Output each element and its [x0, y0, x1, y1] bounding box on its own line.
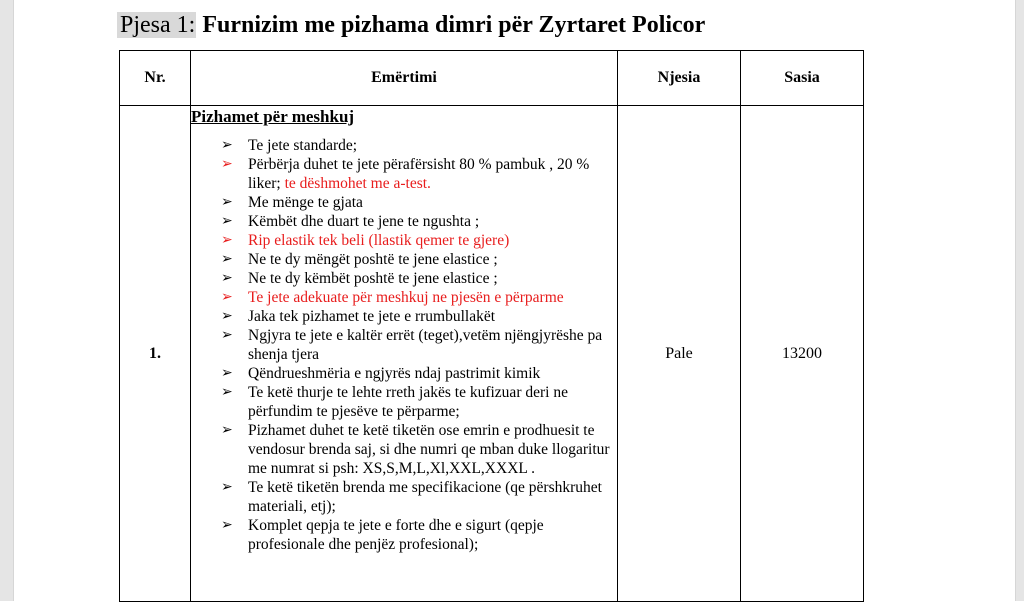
list-item-text: Qëndrueshmëria e ngjyrës ndaj pastrimit kimik — [248, 365, 541, 382]
list-item-text: Ne te dy këmbët poshtë te jene elastice ; — [248, 270, 498, 287]
table-row — [120, 106, 864, 602]
bullet-arrow-icon: ➢ — [221, 157, 233, 172]
list-item-text: Te jete standarde; — [248, 137, 358, 154]
list-item — [221, 250, 617, 269]
row-unit: Pale — [618, 106, 741, 602]
list-item-text: Pizhamet duhet te ketë tiketën ose emrin e prodhuesit te vendosur brenda saj, si dhe numri qe mban duke llogaritur me numrat si psh: XS,S,M,L,Xl,XXL,XXXL . — [248, 422, 610, 477]
bullet-arrow-icon: ➢ — [221, 366, 233, 381]
bullet-arrow-icon: ➢ — [221, 328, 233, 343]
header-quantity: Sasia — [741, 51, 864, 106]
bullet-arrow-icon: ➢ — [221, 480, 233, 495]
list-item-text: Me mënge te gjata — [248, 194, 363, 211]
bullet-arrow-icon: ➢ — [221, 271, 233, 286]
list-item-text: Jaka tek pizhamet te jete e rrumbullakët — [248, 308, 496, 325]
list-item — [221, 326, 617, 364]
list-item-text: Ne te dy mëngët poshtë te jene elastice ; — [248, 251, 498, 268]
header-name: Emërtimi — [191, 51, 618, 106]
list-item-text: Te jete adekuate për meshkuj ne pjesën e përparme — [248, 289, 564, 306]
list-item — [221, 421, 617, 478]
bullet-arrow-icon: ➢ — [221, 423, 233, 438]
list-item-note: te dëshmohet me a-test. — [280, 175, 431, 192]
list-item-text: Ngjyra te jete e kaltër errët (teget),vetëm njëngjyrëshe pa shenja tjera — [248, 327, 603, 363]
bullet-arrow-icon: ➢ — [221, 252, 233, 267]
specification-table — [119, 50, 864, 602]
list-item — [221, 269, 617, 288]
row-number: 1. — [120, 106, 191, 602]
list-item-text: Këmbët dhe duart te jene te ngushta ; — [248, 213, 480, 230]
list-item — [221, 155, 617, 193]
list-item-text: Përbërja duhet te jete përafërsisht 80 % pambuk , 20 % liker; — [248, 156, 590, 192]
row-description — [191, 106, 618, 602]
bullet-arrow-icon: ➢ — [221, 195, 233, 210]
list-item — [221, 288, 617, 307]
header-nr: Nr. — [120, 51, 191, 106]
bullet-arrow-icon: ➢ — [221, 385, 233, 400]
list-item — [221, 212, 617, 231]
left-page-margin — [0, 0, 14, 601]
section-heading — [117, 10, 705, 40]
section-title: Furnizim me pizhama dimri për Zyrtaret Policor — [202, 12, 706, 38]
table-header-row — [120, 51, 864, 106]
row-quantity: 13200 — [741, 106, 864, 602]
bullet-arrow-icon: ➢ — [221, 233, 233, 248]
list-item — [221, 231, 617, 250]
list-item-text: Te ketë tiketën brenda me specifikacione (qe përshkruhet materiali, etj); — [248, 479, 602, 515]
list-item — [221, 307, 617, 326]
list-item — [221, 193, 617, 212]
right-page-margin — [1015, 0, 1024, 601]
bullet-arrow-icon: ➢ — [221, 214, 233, 229]
section-prefix: Pjesa 1: — [117, 12, 196, 38]
bullet-arrow-icon: ➢ — [221, 309, 233, 324]
list-item-text: Komplet qepja te jete e forte dhe e sigurt (qepje profesionale dhe penjëz profesional); — [248, 517, 544, 553]
list-item-text: Rip elastik tek beli (llastik qemer te gjere) — [248, 232, 510, 249]
list-item — [221, 478, 617, 516]
list-item — [221, 516, 617, 554]
bullet-arrow-icon: ➢ — [221, 518, 233, 533]
bullet-arrow-icon: ➢ — [221, 290, 233, 305]
list-item — [221, 383, 617, 421]
list-item — [221, 136, 617, 155]
bullet-arrow-icon: ➢ — [221, 138, 233, 153]
list-item — [221, 364, 617, 383]
list-item-text: Te ketë thurje te lehte rreth jakës te kufizuar deri ne përfundim te pjesëve te përparme; — [248, 384, 568, 420]
requirements-list — [191, 136, 617, 554]
item-subtitle: Pizhamet për meshkuj — [191, 107, 355, 126]
header-unit: Njesia — [618, 51, 741, 106]
